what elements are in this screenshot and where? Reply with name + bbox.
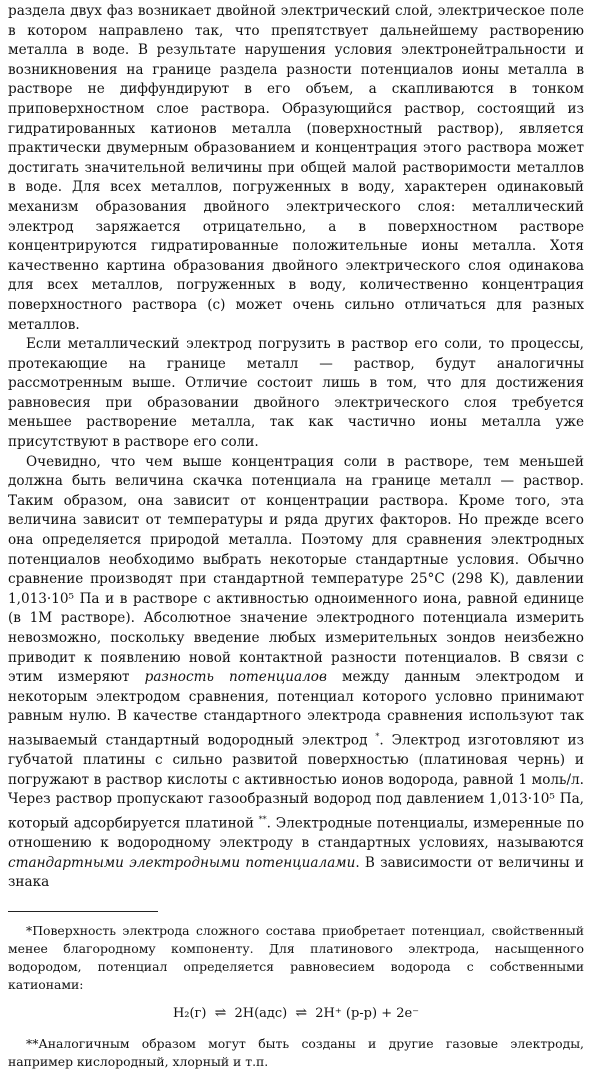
p3-text-g: . В зависимости от величины и знака <box>8 854 584 891</box>
p3-text-d: . Электрод изготовляют из губчатой платины с сильно развитой поверхностью (платиновая чернь) и погружают в раствор кислоты с активностью ионов водорода, равной 1 моль/л. Через раствор пропускают газообразный водород под давлением 1,013·10⁵ Па, который адсорбируется платиной <box>8 732 584 832</box>
p3-italic-standard-potentials: стандартными электродными потенциалами <box>8 854 356 871</box>
equation-right: 2H⁺ (р-р) + 2e⁻ <box>315 1005 420 1021</box>
paragraph-3 <box>8 453 584 893</box>
p3-text-a: Очевидно, что чем выше концентрация соли в растворе, тем меньшей должна быть величина скачка потенциала на границе металл — раствор. Таким образом, она зависит от концентрации раствора. Кроме того, эта величина зависит от температуры и ряда других факторов. Но прежде всего она определяется природой металла. Поэтому для сравнения электродных потенциалов необходимо выбрать некоторые стандартные условия. Обычно сравнение производят при стандартной температуре 25°C (298 K), давлении 1,013·10⁵ Па и в растворе с активностью одноименного иона, равной единице (в 1M растворе). Абсолютное значение электродного потенциала измерить невозможно, поскольку введение любых измерительных зондов неизбежно приводит к появлению новой контактной разности потенциалов. В связи с этим измеряют <box>8 453 584 686</box>
equilibrium-arrow-icon: ⇌ <box>295 1004 308 1021</box>
footnote-1: *Поверхность электрода сложного состава приобретает потенциал, свойственный менее благородному компоненту. Для платинового электрода, насыщенного водородом, потенциал определяется равновесием водорода с собственными катионами: <box>8 922 584 992</box>
equilibrium-arrow-icon: ⇌ <box>214 1004 227 1021</box>
paragraph-2: Если металлический электрод погрузить в раствор его соли, то процессы, протекающие на границе металл — раствор, будут аналогичны рассмотренным выше. Отличие состоит лишь в том, что для достижения равновесия при образовании двойного электрического слоя требуется меньшее растворение металла, так как частично ионы металла уже присутствуют в растворе его соли. <box>8 336 584 451</box>
hydrogen-equilibrium-equation <box>8 1004 584 1023</box>
main-text <box>8 2 584 893</box>
equation-middle: 2H(адс) <box>234 1005 288 1021</box>
p3-text-e: . Электродные потенциалы, измеренные по отношению к водородному электроду в стандартных условиях, называются <box>8 815 584 851</box>
footnote-mark-2: ** <box>258 814 267 824</box>
p3-italic-potential-difference: разность потенциалов <box>144 669 327 686</box>
footnote-2: **Аналогичным образом могут быть созданы и другие газовые электроды, например кислородный, хлорный и т.п. <box>8 1035 584 1069</box>
footnote-mark-1: * <box>375 731 380 741</box>
p3-text-c: между данным электродом и некоторым электродом сравнения, потенциал которого условно принимают равным нулю. В качестве стандартного электрода сравнения используют так называемый стандартный водородный электрод <box>8 669 584 749</box>
footnote-divider <box>8 911 158 912</box>
equation-left: H₂(г) <box>172 1005 207 1021</box>
paragraph-1: раздела двух фаз возникает двойной электрический слой, электрическое поле в котором направлено так, что препятствует дальнейшему растворению металла в воде. В результате нарушения условия электронейтральности и возникновения на границе раздела разности потенциалов ионы металла в растворе не диффундируют в его объем, а скапливаются в тонком приповерхностном слое раствора. Образующийся раствор, состоящий из гидратированных катионов металла (поверхностный раствор), является практически двумерным образованием и концентрация этого раствора может достигать значительной величины при общей малой растворимости металлов в воде. Для всех металлов, погруженных в воду, характерен одинаковый механизм образования двойного электрического слоя: металлический электрод заряжается отрицательно, а в поверхностном растворе концентрируются гидратированные положительные ионы металла. Хотя качественно картина образования двойного электрического слоя одинакова для всех металлов, погруженных в воду, количественно концентрация поверхностного раствора (c) может очень сильно отличаться для разных металлов. <box>8 3 584 333</box>
footnotes <box>8 922 584 1071</box>
